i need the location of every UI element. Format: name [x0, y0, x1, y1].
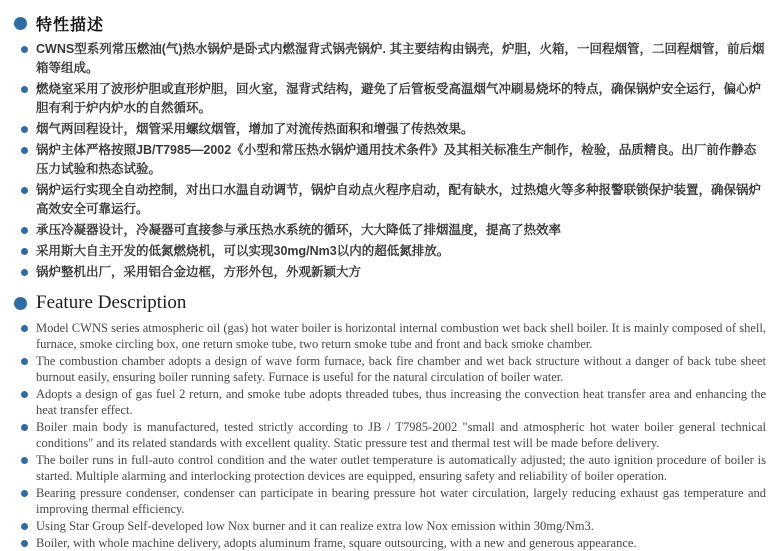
- en-feature-list: [0, 320, 772, 551]
- en-feature-item-text: The boiler runs in full-auto control condition and the water outlet temperature is automatically adjusted; the auto ignition procedure of boiler is started. Multiple alarming and interlocking protection devices are equipped, ensuring safety and reliability of boiler operation.: [36, 453, 766, 483]
- cn-feature-item-text: 燃烧室采用了波形炉胆或直形炉胆，回火室，湿背式结构，避免了后管板受高温烟气冲刷易烧坏的特点，确保锅炉安全运行，偏心炉胆有利于炉内炉水的自然循环。: [36, 82, 762, 115]
- en-feature-item: [0, 386, 766, 418]
- en-feature-item: [0, 452, 766, 484]
- bullet-icon: [21, 227, 28, 234]
- en-feature-item-text: The combustion chamber adopts a design of wave form furnace, back fire chamber and wet back structure without a danger of back tube sheet burnout easily, ensuring boiler running safety. Furnace is useful for the natural circulation of boiler water.: [36, 354, 766, 384]
- bullet-icon: [21, 523, 28, 530]
- cn-feature-item-text: 锅炉主体严格按照JB/T7985—2002《小型和常压热水锅炉通用技术条件》及其相关标准生产制作，检验，品质精良。出厂前作静态压力试验和热态试验。: [36, 143, 757, 176]
- en-feature-item: [0, 535, 766, 551]
- cn-section-header: [0, 10, 772, 36]
- en-feature-item: [0, 353, 766, 385]
- en-feature-item: [0, 518, 766, 534]
- cn-feature-item-text: 采用斯大自主开发的低氮燃烧机，可以实现30mg/Nm3以内的超低氮排放。: [36, 244, 450, 258]
- cn-feature-item: [0, 242, 766, 261]
- cn-section-title: 特性描述: [36, 16, 105, 34]
- bullet-icon: [21, 490, 28, 497]
- en-feature-item: [0, 419, 766, 451]
- bullet-icon: [21, 147, 28, 154]
- cn-feature-item-text: 锅炉运行实现全自动控制，对出口水温自动调节，锅炉自动点火程序启动，配有缺水，过热熄火等多种报警联锁保护装置，确保锅炉高效安全可靠运行。: [36, 183, 762, 216]
- cn-feature-list: [0, 40, 772, 282]
- cn-feature-item-text: 承压冷凝器设计，冷凝器可直接参与承压热水系统的循环，大大降低了排烟温度，提高了热效率: [36, 223, 562, 237]
- bullet-icon: [21, 457, 28, 464]
- cn-feature-item: [0, 181, 766, 219]
- cn-feature-item: [0, 120, 766, 139]
- cn-feature-item-text: CWNS型系列常压燃油(气)热水锅炉是卧式内燃湿背式锅壳锅炉. 其主要结构由锅壳，炉胆，火箱，一回程烟管，二回程烟管，前后烟箱等组成。: [36, 42, 765, 75]
- bullet-icon: [21, 540, 28, 547]
- bullet-icon: [21, 248, 28, 255]
- en-feature-item-text: Using Star Group Self-developed low Nox burner and it can realize extra low Nox emission within 30mg/Nm3.: [36, 519, 594, 533]
- section-bullet-icon: [14, 17, 27, 30]
- cn-feature-item-text: 烟气两回程设计，烟管采用螺纹烟管，增加了对流传热面积和增强了传热效果。: [36, 122, 474, 136]
- cn-feature-item: [0, 80, 766, 118]
- en-feature-item-text: Adopts a design of gas fuel 2 return, and smoke tube adopts threaded tubes, thus increasing the convection heat transfer area and enhancing the heat transfer effect.: [36, 387, 766, 417]
- bullet-icon: [21, 391, 28, 398]
- cn-feature-item: [0, 141, 766, 179]
- en-feature-item: [0, 485, 766, 517]
- bullet-icon: [21, 358, 28, 365]
- en-feature-item-text: Boiler, with whole machine delivery, adopts aluminum frame, square outsourcing, with a new and generous appearance.: [36, 536, 637, 550]
- bullet-icon: [21, 325, 28, 332]
- cn-feature-item-text: 锅炉整机出厂，采用铝合金边框，方形外包，外观新颖大方: [36, 265, 362, 279]
- en-feature-item-text: Bearing pressure condenser, condenser can participate in bearing pressure hot water circulation, largely reducing exhaust gas temperature and improving thermal efficiency.: [36, 486, 766, 516]
- cn-feature-item: [0, 40, 766, 78]
- bullet-icon: [21, 187, 28, 194]
- cn-feature-item: [0, 221, 766, 240]
- bullet-icon: [21, 46, 28, 53]
- bullet-icon: [21, 126, 28, 133]
- en-section-title: Feature Description: [36, 292, 187, 313]
- en-feature-item-text: Boiler main body is manufactured, tested strictly according to JB / T7985-2002 "small and atmospheric hot water boiler general technical conditions" and its related standards with excellent quality. Static pressure test and thermal test will be made before delivery.: [36, 420, 766, 450]
- cn-feature-item: [0, 263, 766, 282]
- en-feature-item: [0, 320, 766, 352]
- bullet-icon: [21, 86, 28, 93]
- bullet-icon: [21, 424, 28, 431]
- section-bullet-icon: [14, 297, 27, 310]
- en-feature-item-text: Model CWNS series atmospheric oil (gas) hot water boiler is horizontal internal combustion wet back shell boiler. It is mainly composed of shell, furnace, smoke circling box, one return smoke tube, two return smoke tube and front and back smoke chamber.: [36, 321, 766, 351]
- en-section-header: [0, 290, 772, 316]
- bullet-icon: [21, 269, 28, 276]
